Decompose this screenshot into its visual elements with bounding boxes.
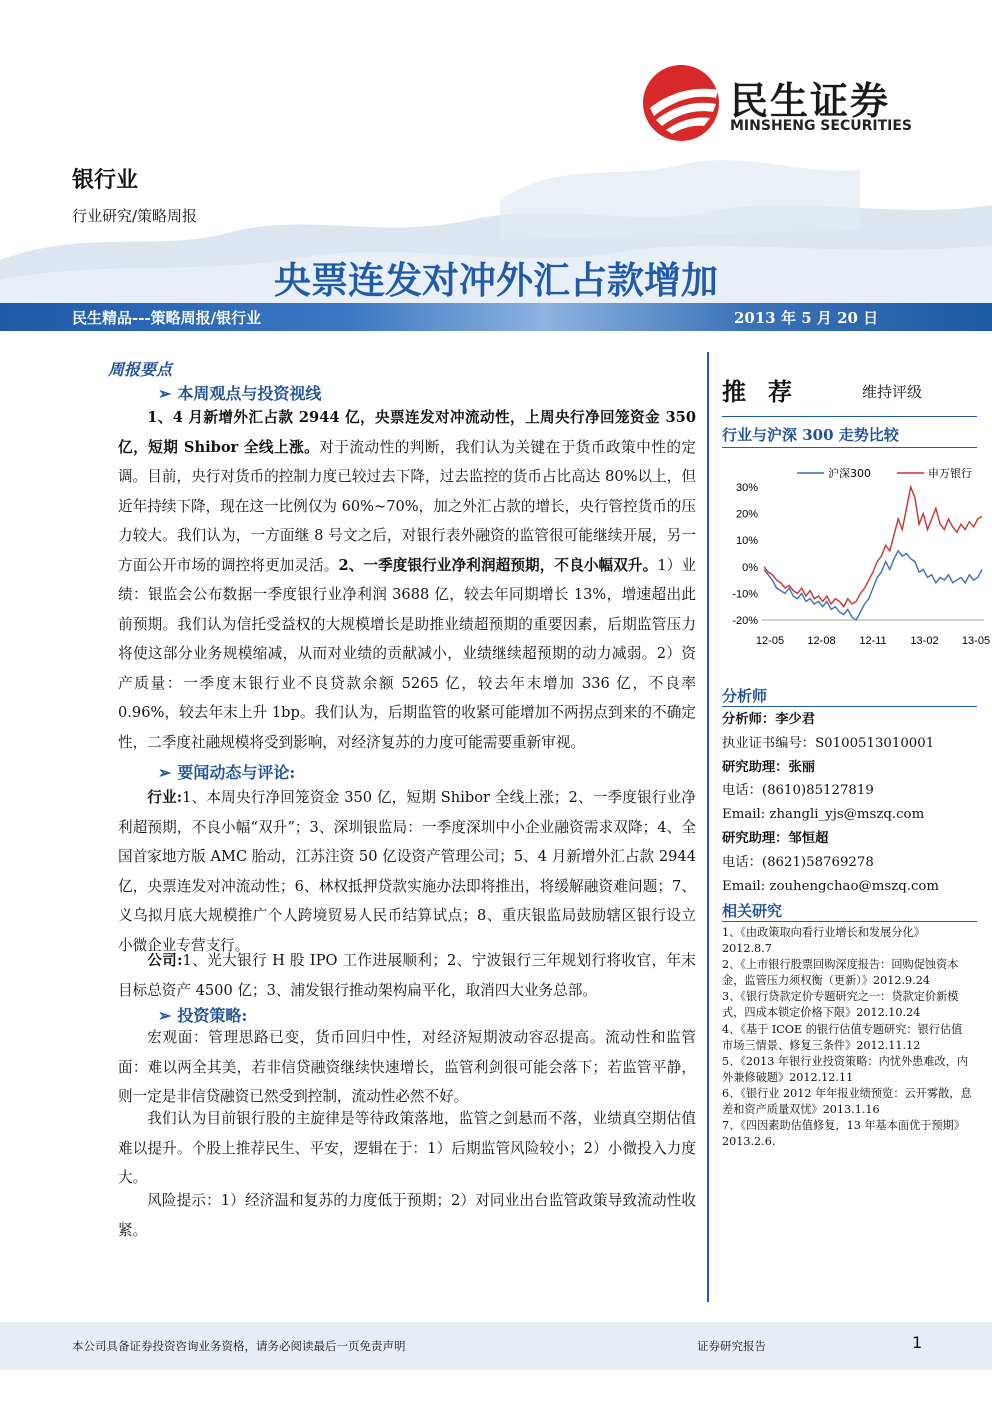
paragraph-industry-news: 行业:1、本周央行净回笼资金 350 亿，短期 Shibor 全线上涨；2、一季度银行业净利超预期，不良小幅“双升”；3、深圳银监局：一季度深圳中小企业融资需求双降；4、全国首家地方版 AMC 胎动，江苏注资 50 亿设资产管理公司；5、4 月新增外汇占款 2944 亿，央票连发对冲流动性；6、林权抵押贷款实施办法即将推出，将缓解融资难问题；7、义乌拟月底大规模推广个人跨境贸易人民币结算试点；8、重庆银监局鼓励辖区银行设立小微企业专营支行。	[118, 789, 697, 954]
analyst-row: 分析师：李少君	[722, 712, 816, 727]
phone-row: 电话：(8610)85127819	[722, 783, 874, 799]
divider	[722, 921, 977, 922]
trend-chart	[722, 455, 992, 655]
report-date: 2013 年 5 月 20 日	[734, 309, 879, 327]
related-report-item[interactable]: 7、《四因素助估值修复，13 年基本面优于预期》2013.2.6.	[722, 1119, 966, 1149]
analyst-info	[722, 708, 939, 898]
y-tick-label: 30%	[735, 482, 758, 494]
paragraph-risk: 风险提示：1）经济温和复苏的力度低于预期；2）对同业出台监管政策导致流动性收紧。	[118, 1192, 696, 1239]
subhead-views: ➢ 本周观点与投资视线	[158, 384, 322, 403]
footer-disclaimer[interactable]: 本公司具备证券投资咨询业务资格，请务必阅读最后一页免责声明	[72, 1339, 406, 1353]
assistant-row: 研究助理：邹恒超	[722, 830, 829, 846]
phone-row: 电话：(8621)58769278	[722, 854, 874, 870]
industry-label: 银行业	[72, 168, 139, 193]
subhead-strategy: ➢ 投资策略:	[158, 1006, 248, 1025]
x-tick-label: 12-05	[755, 635, 785, 647]
footer-label: 证券研究报告	[697, 1339, 766, 1353]
arrow-icon: ➢	[158, 1006, 172, 1025]
paragraph-company-news: 公司:1、光大银行 H 股 IPO 工作进展顺利；2、宁波银行三年规划行将收官，年末目标总资产 4500 亿；3、浦发银行推动架构扁平化，取消四大业务总部。	[118, 952, 697, 999]
logo-english: MINSHENG SECURITIES	[730, 118, 912, 134]
cert-row: 执业证书编号：S0100513010001	[722, 735, 935, 751]
divider	[722, 447, 977, 448]
subhead-news: ➢ 要闻动态与评论:	[158, 763, 296, 782]
related-report-item[interactable]: 6、《银行业 2012 年年报业绩预览：云开雾散，息差和资产质量双忧》2013.1.16	[722, 1086, 972, 1117]
divider	[722, 706, 977, 707]
related-report-item[interactable]: 2、《上市银行股票回购深度报告：回购促蚀资本金，监管压力须权衡（更新）》2012.9.24	[722, 958, 959, 988]
related-report-item[interactable]: 5、《2013 年银行业投资策略：内忧外患难改，内外兼修破题》2012.12.11	[722, 1054, 969, 1084]
paragraph-recommendation: 我们认为目前银行股的主旋律是等待政策落地，监管之剑悬而不落，业绩真空期估值难以提升。个股上推荐民生、平安，逻辑在于：1）后期监管风险较小；2）小微投入力度大。	[118, 1110, 696, 1186]
related-report-item[interactable]: 4、《基于 ICOE 的银行估值专题研究：银行估值 市场三情景、修复三条件》2012.11.12	[722, 1022, 963, 1052]
paragraph-strategy: 宏观面：管理思路已变，货币回归中性，对经济短期波动容忍提高。流动性和监管面：难以两全其美，若非信贷融资继续快速增长，监管利剑很可能会落下；若监管平静，则一定是非信贷融资已然受到控制，流动性必然不好。	[118, 1029, 696, 1105]
email-row[interactable]: Email: zouhengchao@mszq.com	[722, 878, 940, 894]
logo-text: 民生证券	[730, 79, 891, 123]
x-tick-label: 12-08	[807, 635, 836, 647]
series-label: 民生精品---策略周报/银行业	[72, 309, 262, 327]
minsheng-logo-icon	[640, 62, 722, 144]
rating-status: 维持评级	[862, 383, 923, 401]
page-number: 1	[912, 1333, 923, 1352]
x-tick-label: 13-02	[910, 635, 939, 647]
paragraph-views: 1、4 月新增外汇占款 2944 亿，央票连发对冲流动性，上周央行净回笼资金 350 亿，短期 Shibor 全线上涨。对于流动性的判断，我们认为关键在于货币政策中性的定调。目前，央行对货币的控制力度已较过去下降，过去监控的货币占比高达 80%以上，但近年持续下降，现在这一比例仅为 60%~70%，加之外汇占款的增长，央行管控货币的压力较大。我们认为，一方面继 8 号文之后，对银行表外融资的监管很可能继续开展，另一方面公开市场的调控将更加灵活。2、一季度银行业净利润超预期，不良小幅双升。1）业绩：银监会公布数据一季度银行业净利润 3688 亿，较去年同期增长 13%，增速超出此前预期。我们认为信托受益权的大规模增长是助推业绩超预期的重要因素，后期监管压力将使这部分业务规模缩减，从而对业绩的贡献减小，业绩继续超预期的动力减弱。2）资产质量：一季度末银行业不良贷款余额 5265 亿，较去年末增加 336 亿，不良率 0.96%，较去年末上升 1bp。我们认为，后期监管的收紧可能增加不两拐点到来的不确定性，二季度社融规模将受到影响，对经济复苏的力度可能需要重新审视。	[118, 409, 696, 751]
x-tick-label: 13-05	[961, 635, 991, 647]
y-tick-label: 20%	[735, 508, 758, 521]
column-divider	[707, 352, 709, 1302]
series-line-1	[764, 551, 982, 620]
arrow-icon: ➢	[158, 763, 172, 782]
y-tick-label: 0%	[742, 561, 758, 574]
report-type: 行业研究/策略周报	[72, 207, 198, 225]
email-row[interactable]: Email: zhangli_yjs@mszq.com	[722, 807, 925, 823]
assistant-row: 研究助理：张丽	[722, 759, 816, 775]
related-reports	[722, 925, 972, 1150]
divider	[722, 416, 977, 417]
related-report-item[interactable]: 3、《银行贷款定价专题研究之一：贷款定价新模式，四成本锁定价格下限》2012.10.24	[722, 990, 959, 1020]
y-tick-label: -10%	[732, 588, 758, 601]
recommendation: 推荐	[722, 378, 814, 406]
x-tick-label: 12-11	[859, 635, 887, 647]
legend-label: 申万银行	[928, 467, 972, 480]
analyst-heading: 分析师	[722, 687, 768, 705]
related-report-item[interactable]: 1、《由政策取向看行业增长和发展分化》2012.8.7	[722, 926, 925, 956]
arrow-icon: ➢	[158, 384, 172, 403]
y-tick-label: 10%	[735, 535, 758, 548]
related-heading: 相关研究	[722, 902, 783, 920]
y-tick-label: -20%	[732, 615, 758, 627]
page-title: 央票连发对冲外汇占款增加	[274, 259, 718, 302]
chart-heading: 行业与沪深 300 走势比较	[722, 426, 899, 444]
section-title: 周报要点	[108, 360, 173, 379]
legend-label: 沪深300	[828, 467, 871, 480]
